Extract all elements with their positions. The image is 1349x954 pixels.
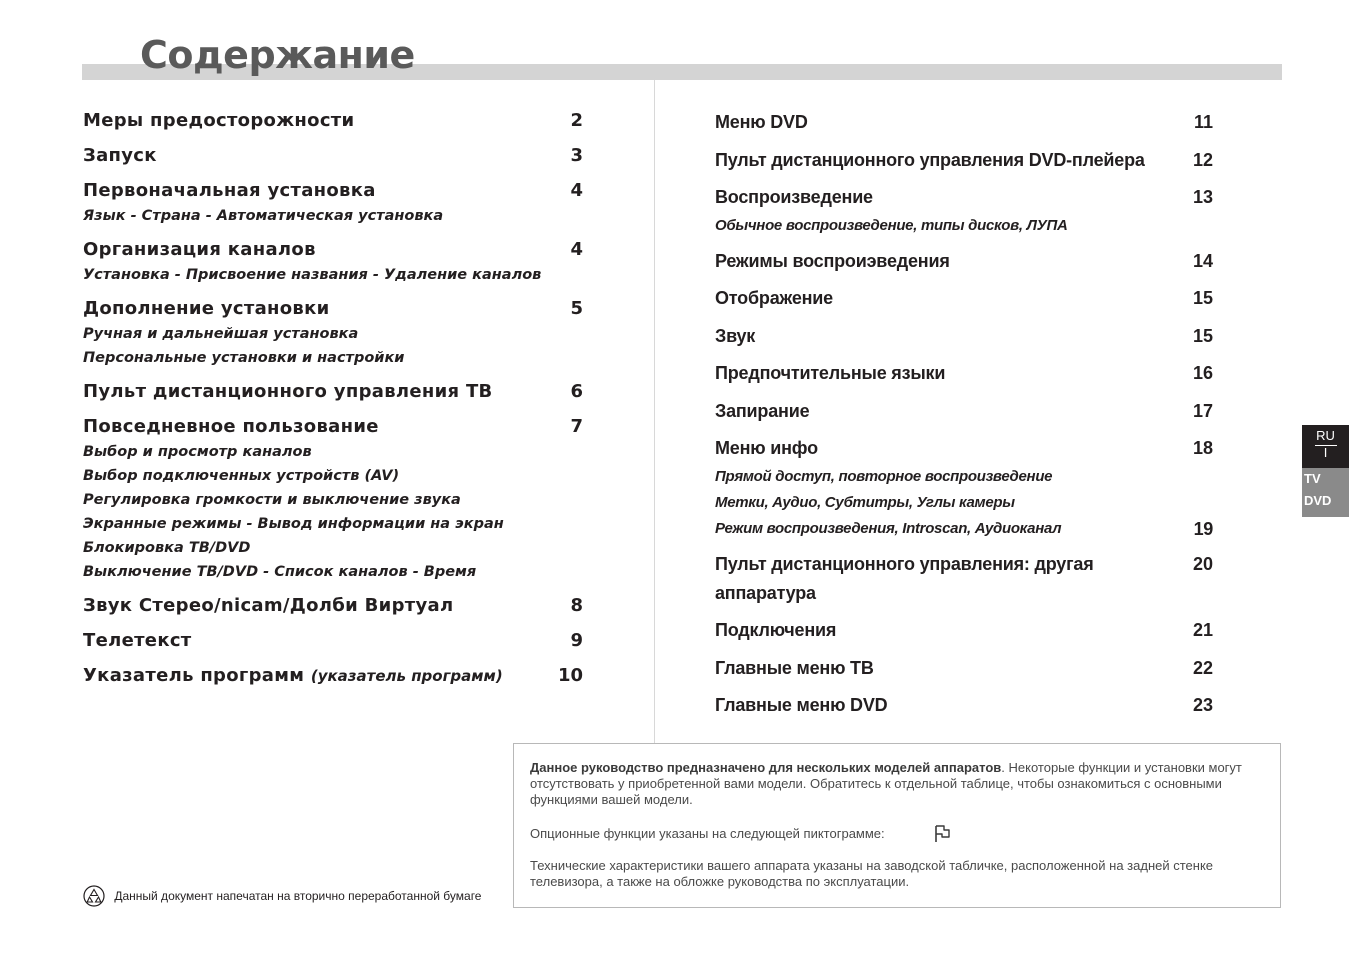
recycle-icon (83, 885, 105, 907)
toc-entry (715, 108, 1213, 137)
toc-entry-title-text: Первоначальная установка (83, 180, 376, 201)
toc-subentry: Экранные режимы - Вывод информации на экран (83, 516, 504, 532)
toc-entry-page: 15 (1192, 325, 1213, 346)
toc-entry-page: 4 (570, 239, 583, 260)
section-tv-label: TV (1304, 471, 1321, 486)
toc-entry (715, 146, 1213, 175)
toc-entry (83, 178, 583, 228)
toc-entry (715, 691, 1213, 720)
toc-entry (715, 322, 1213, 351)
toc-entry-title (83, 628, 583, 654)
toc-entry-title-text: Организация каналов (83, 239, 316, 260)
toc-subentry: Установка - Присвоение названия - Удаление каналов (83, 267, 542, 283)
models-note-intro (530, 760, 1264, 808)
language-section-number: I (1323, 445, 1328, 460)
toc-entry-title (83, 414, 583, 440)
toc-entry-page: 17 (1192, 400, 1213, 421)
toc-entry-title: Предпочтительные языки (715, 363, 946, 383)
optional-features-text: Опционные функции указаны на следующей пиктограмме: (530, 826, 885, 841)
toc-entry (715, 550, 1213, 608)
toc-entry-title: Режимы воспроиэведения (715, 250, 950, 271)
toc-entry-title-text: Звук Стерео/nicam/Долби Виртуал (83, 595, 454, 616)
toc-entry (83, 593, 583, 619)
toc-entry (83, 379, 583, 405)
toc-subentry (715, 213, 1213, 239)
toc-subentry-text: Прямой доступ, повторное воспроизведение (715, 467, 1053, 485)
language-tab-sections (1302, 468, 1349, 517)
toc-subentry: Регулировка громкости и выключение звука (83, 492, 461, 508)
toc-entry-title (83, 663, 583, 689)
toc-entry-title (83, 178, 583, 204)
toc-entry-page: 7 (570, 416, 583, 437)
toc-entry-note: (указатель программ) (310, 667, 503, 685)
toc-entry-page: 15 (1192, 288, 1213, 308)
toc-entry-page: 23 (1192, 695, 1213, 715)
toc-entry-page: 8 (570, 595, 583, 616)
toc-entry-title-text: Указатель программ (83, 665, 305, 686)
toc-entry (83, 414, 583, 584)
toc-subentry-text: Режим воспроизведения, Introscan, Аудиоканал (715, 519, 1062, 537)
toc-entry (83, 108, 583, 134)
toc-subentry-text: Метки, Аудио, Субтитры, Углы камеры (715, 493, 1015, 511)
toc-entry (83, 143, 583, 169)
toc-entry-page: 20 (1192, 553, 1213, 574)
toc-subentry: Выбор и просмотр каналов (83, 444, 312, 460)
technical-note: Технические характеристики вашего аппарата указаны на заводской табличке, расположенной на задней стенке телевизора, а также на обложке руководства по эксплуатации. (530, 858, 1214, 889)
toc-entry-title-text: Повседневное пользование (83, 416, 379, 437)
toc-entry-title (83, 237, 583, 263)
recycled-paper-note (83, 884, 481, 907)
page-title: Содержание (140, 33, 415, 77)
toc-entry (83, 628, 583, 654)
toc-entry-title: Меню инфо (715, 438, 818, 458)
toc-entry (715, 397, 1213, 426)
toc-entry-page: 12 (1192, 149, 1213, 170)
toc-entry-title: Подключения (715, 620, 837, 640)
toc-entry-page: 16 (1192, 363, 1213, 383)
toc-subentry (715, 516, 1213, 542)
toc-entry-title (83, 593, 583, 619)
toc-entry-page: 14 (1192, 250, 1213, 271)
section-dvd-label: DVD (1304, 493, 1332, 508)
recycled-paper-text: Данный документ напечатан на вторично переработанной бумаге (114, 888, 482, 903)
toc-entry-title-text: Меры предосторожности (83, 110, 355, 131)
toc-entry (715, 284, 1213, 313)
toc-entry-title-text: Дополнение установки (83, 298, 330, 319)
column-divider (654, 80, 655, 743)
toc-entry-page: 3 (570, 145, 583, 166)
toc-entry-page: 9 (570, 630, 583, 651)
toc-entry-title-text: Пульт дистанционного управления ТВ (83, 381, 493, 402)
toc-subentry-text: Обычное воспроизведение, типы дисков, ЛУПА (715, 216, 1068, 234)
toc-left-column (83, 108, 583, 698)
toc-entry-title: Звук (715, 325, 756, 346)
toc-entry-title: Пульт дистанционного управления: другая аппаратура (715, 553, 1094, 603)
optional-features-line (530, 822, 1264, 846)
language-code: RU (1316, 428, 1335, 443)
toc-entry-page: 2 (570, 110, 583, 131)
toc-entry-title-text: Телетекст (83, 630, 192, 651)
models-note-rest: . Некоторые функции и установки могут отсутствовать у приобретенной вами модели. Обратитесь к отдельной таблице, чтобы ознакомиться с основными функциями вашей модели. (530, 760, 1242, 807)
toc-subentry: Блокировка ТВ/DVD (83, 540, 251, 556)
toc-entry-page: 10 (557, 665, 583, 686)
models-note-bold: Данное руководство предназначено для нескольких моделей аппаратов (530, 760, 1002, 775)
toc-entry-title: Отображение (715, 288, 833, 308)
toc-entry-page: 4 (570, 180, 583, 201)
toc-entry-page: 22 (1192, 657, 1213, 678)
toc-subentry: Выключение ТВ/DVD - Список каналов - Время (83, 564, 477, 580)
optional-feature-flag-icon (934, 824, 952, 844)
toc-entry-title: Пульт дистанционного управления DVD-плейера (715, 149, 1145, 170)
toc-subentry-page: 19 (1193, 518, 1213, 539)
toc-entry-page: 13 (1192, 187, 1213, 207)
toc-entry (715, 247, 1213, 276)
toc-entry-title-text: Запуск (83, 145, 157, 166)
toc-subentry (715, 464, 1213, 490)
toc-subentry (715, 490, 1213, 516)
toc-entry-title: Меню DVD (715, 112, 808, 132)
toc-entry-title: Главные меню ТВ (715, 657, 874, 678)
toc-entry-page: 6 (570, 381, 583, 402)
toc-entry-title (83, 108, 583, 134)
toc-entry-page: 21 (1192, 620, 1213, 640)
toc-entry-title (83, 143, 583, 169)
toc-entry (83, 237, 583, 287)
toc-entry (715, 616, 1213, 645)
toc-subentry: Ручная и дальнейшая установка (83, 326, 359, 342)
toc-subentry: Язык - Страна - Автоматическая установка (83, 208, 444, 224)
toc-entry-title (83, 296, 583, 322)
toc-entry (83, 296, 583, 370)
toc-entry (715, 434, 1213, 542)
toc-entry-page: 5 (570, 298, 583, 319)
toc-entry-page: 18 (1192, 438, 1213, 458)
toc-subentry: Выбор подключенных устройств (AV) (83, 468, 400, 484)
toc-right-column (715, 108, 1213, 729)
models-note-box (513, 743, 1281, 908)
language-tab (1302, 425, 1349, 517)
toc-entry-page: 11 (1193, 112, 1213, 132)
toc-entry (715, 359, 1213, 388)
toc-entry (83, 663, 583, 689)
language-tab-current (1302, 425, 1349, 468)
toc-entry (715, 183, 1213, 239)
toc-entry-title (83, 379, 583, 405)
toc-subentry: Персональные установки и настройки (83, 350, 405, 366)
toc-entry-title: Запирание (715, 400, 810, 421)
toc-entry-title: Воспроизведение (715, 187, 873, 207)
toc-entry (715, 654, 1213, 683)
toc-entry-title: Главные меню DVD (715, 695, 888, 715)
